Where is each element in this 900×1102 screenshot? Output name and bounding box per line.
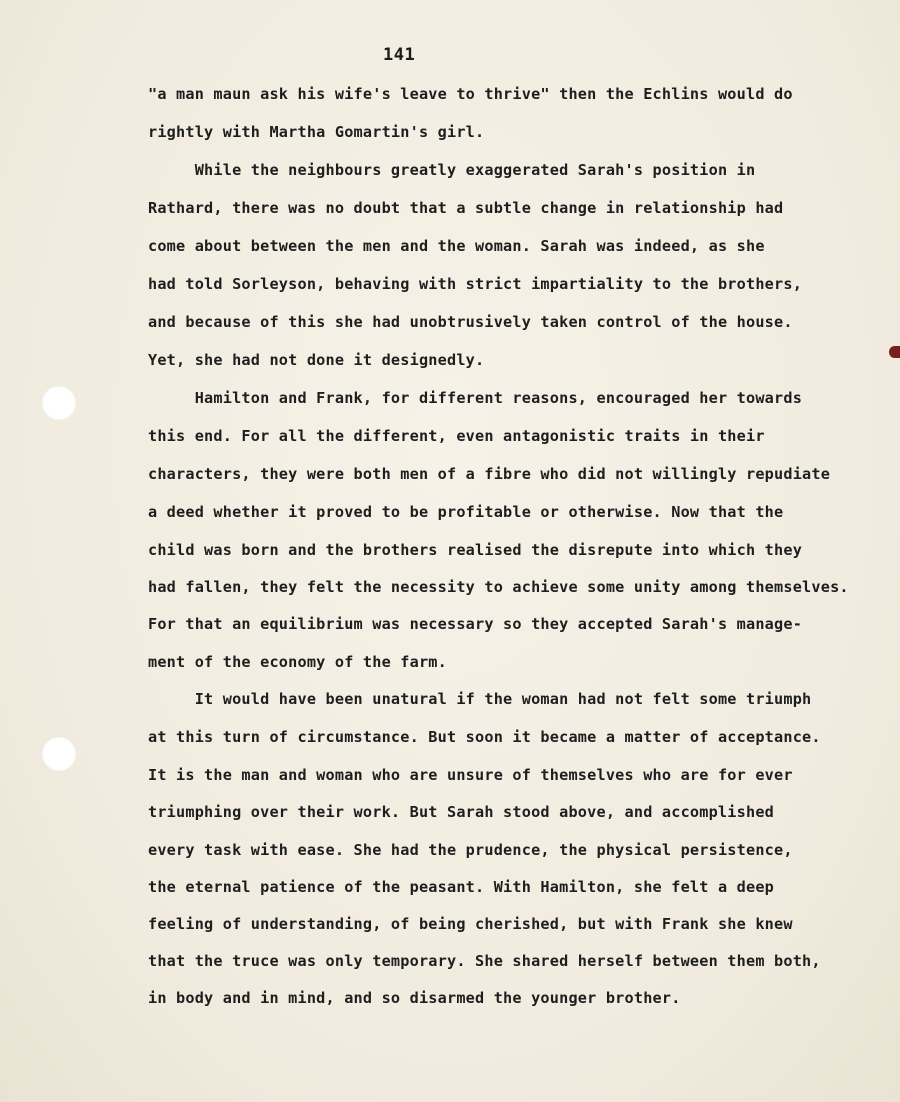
text-line: While the neighbours greatly exaggerated Sarah's position in [148,161,756,179]
ink-mark [889,346,900,358]
text-line: this end. For all the different, even antagonistic traits in their [148,427,765,445]
text-line: child was born and the brothers realised the disrepute into which they [148,541,803,559]
text-line: Yet, she had not done it designedly. [148,351,485,369]
text-line: that the truce was only temporary. She shared herself between them both, [148,952,821,970]
text-line: had fallen, they felt the necessity to achieve some unity among themselves. [148,578,849,596]
text-line: and because of this she had unobtrusively taken control of the house. [148,313,793,331]
text-line: in body and in mind, and so disarmed the younger brother. [148,989,681,1007]
text-line: "a man maun ask his wife's leave to thrive" then the Echlins would do [148,85,793,103]
text-line: It is the man and woman who are unsure of themselves who are for ever [148,766,793,784]
page-number: 141 [383,45,416,65]
text-line: Hamilton and Frank, for different reasons, encouraged her towards [148,389,803,407]
punch-hole-upper [42,386,76,420]
text-line: Rathard, there was no doubt that a subtle change in relationship had [148,199,784,217]
text-line: had told Sorleyson, behaving with strict impartiality to the brothers, [148,275,803,293]
text-line: For that an equilibrium was necessary so they accepted Sarah's manage- [148,615,803,633]
text-line: at this turn of circumstance. But soon it became a matter of acceptance. [148,728,821,746]
text-line: ment of the economy of the farm. [148,653,447,671]
text-line: rightly with Martha Gomartin's girl. [148,123,485,141]
text-line: feeling of understanding, of being cherished, but with Frank she knew [148,915,793,933]
text-line: every task with ease. She had the prudence, the physical persistence, [148,841,793,859]
text-line: the eternal patience of the peasant. With Hamilton, she felt a deep [148,878,775,896]
text-line: triumphing over their work. But Sarah stood above, and accomplished [148,803,775,821]
punch-hole-lower [42,737,76,771]
text-line: come about between the men and the woman. Sarah was indeed, as she [148,237,765,255]
text-line: It would have been unatural if the woman had not felt some triumph [148,690,812,708]
text-line: characters, they were both men of a fibre who did not willingly repudiate [148,465,831,483]
text-line: a deed whether it proved to be profitable or otherwise. Now that the [148,503,784,521]
